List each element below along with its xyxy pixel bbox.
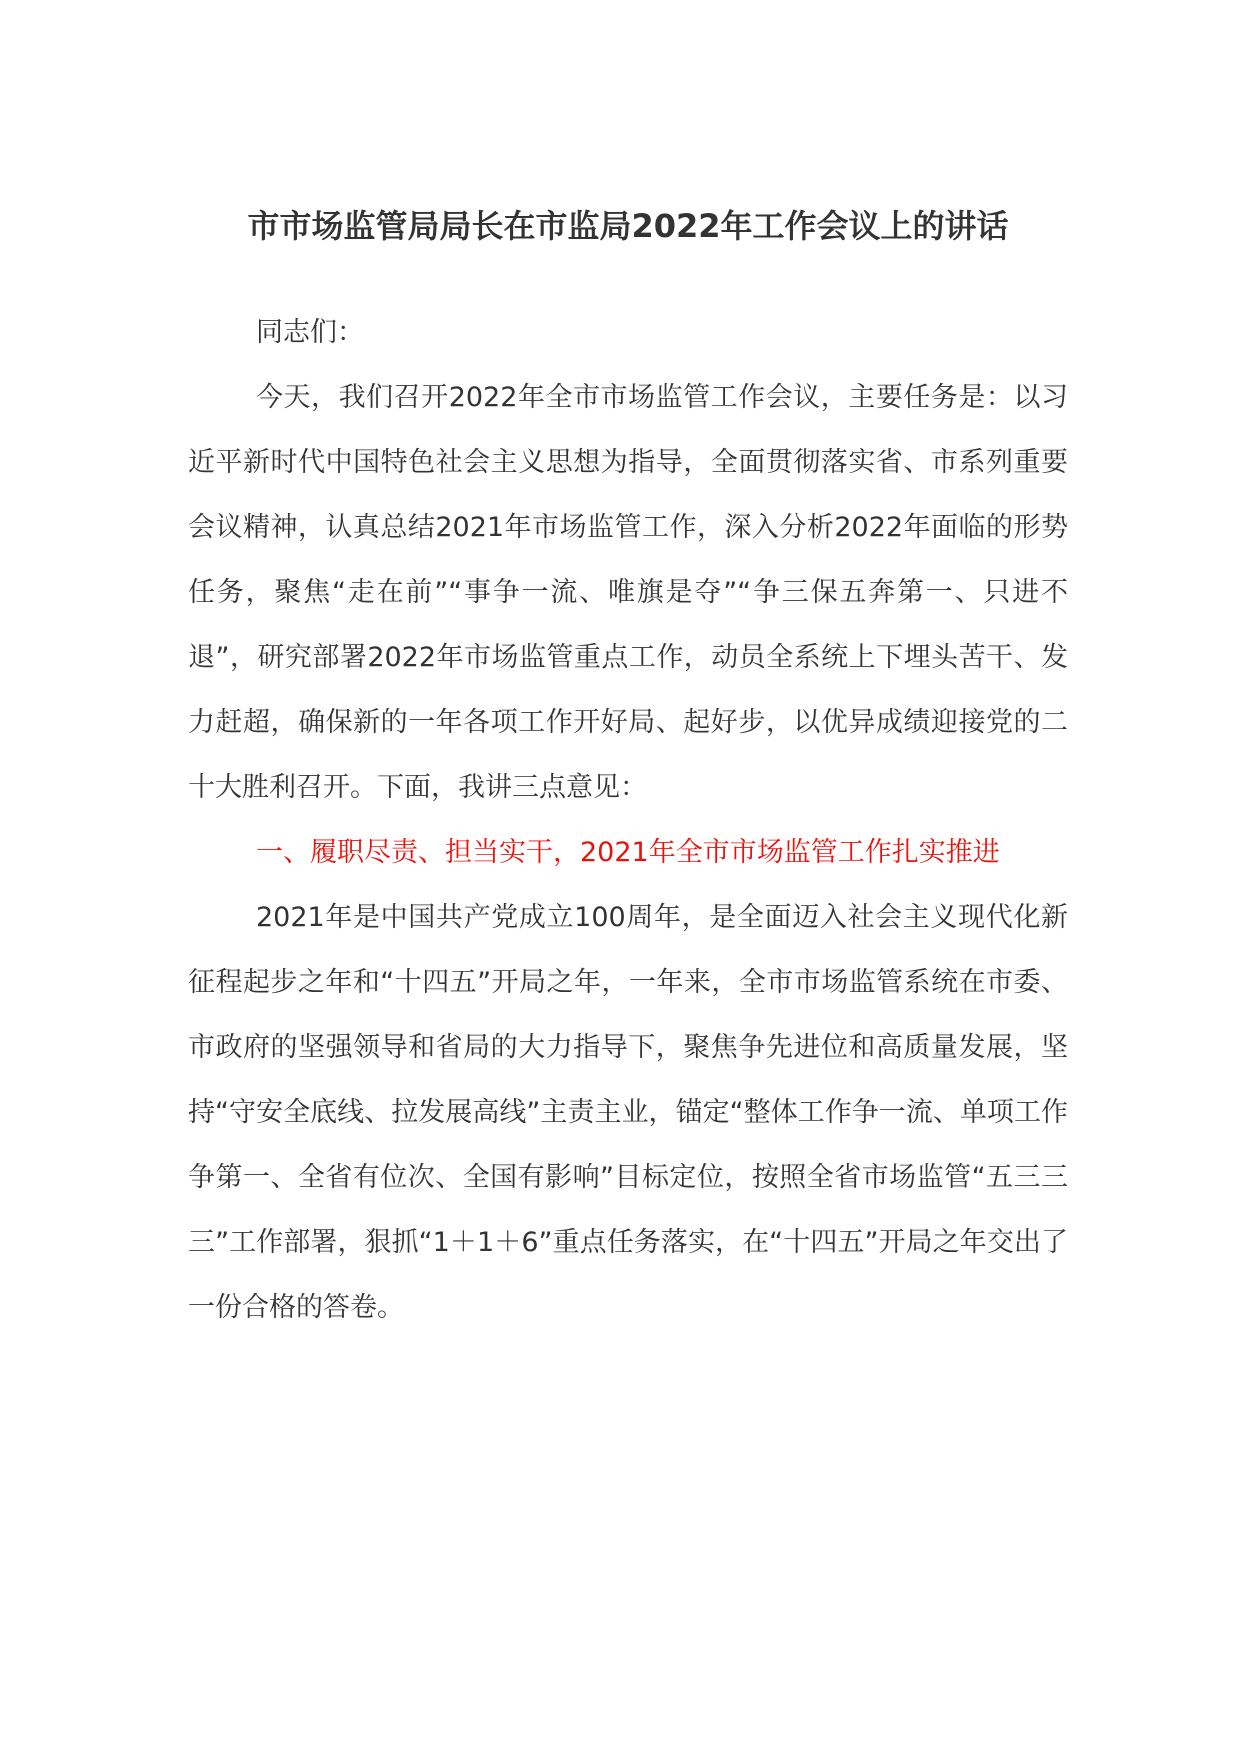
intro-paragraph: 今天，我们召开2022年全市市场监管工作会议，主要任务是：以习近平新时代中国特色社会主义思想为指导，全面贯彻落实省、市系列重要会议精神，认真总结2021年市场监管工作，深入分析2022年面临的形势任务，聚焦“走在前”“事争一流、唯旗是夺”“争三保五奔第一、只进不退”，研究部署2022年市场监管重点工作，动员全系统上下埋头苦干、发力赶超，确保新的一年各项工作开好局、起好步，以优异成绩迎接党的二十大胜利召开。下面，我讲三点意见：	[188, 382, 1068, 803]
document-page	[188, 0, 1068, 1754]
section-heading: 一、履职尽责、担当实干，2021年全市市场监管工作扎实推进	[256, 837, 1000, 868]
document-body	[188, 300, 1068, 1340]
document-title: 市市场监管局局长在市监局2022年工作会议上的讲话	[247, 207, 1009, 245]
section-paragraph: 2021年是中国共产党成立100周年，是全面迈入社会主义现代化新征程起步之年和“十四五”开局之年，一年来，全市市场监管系统在市委、市政府的坚强领导和省局的大力指导下，聚焦争先进位和高质量发展，坚持“守安全底线、拉发展高线”主责主业，锚定“整体工作争一流、单项工作争第一、全省有位次、全国有影响”目标定位，按照全省市场监管“五三三三”工作部署，狠抓“1＋1＋6”重点任务落实，在“十四五”开局之年交出了一份合格的答卷。	[188, 902, 1068, 1323]
salutation: 同志们：	[256, 317, 364, 348]
